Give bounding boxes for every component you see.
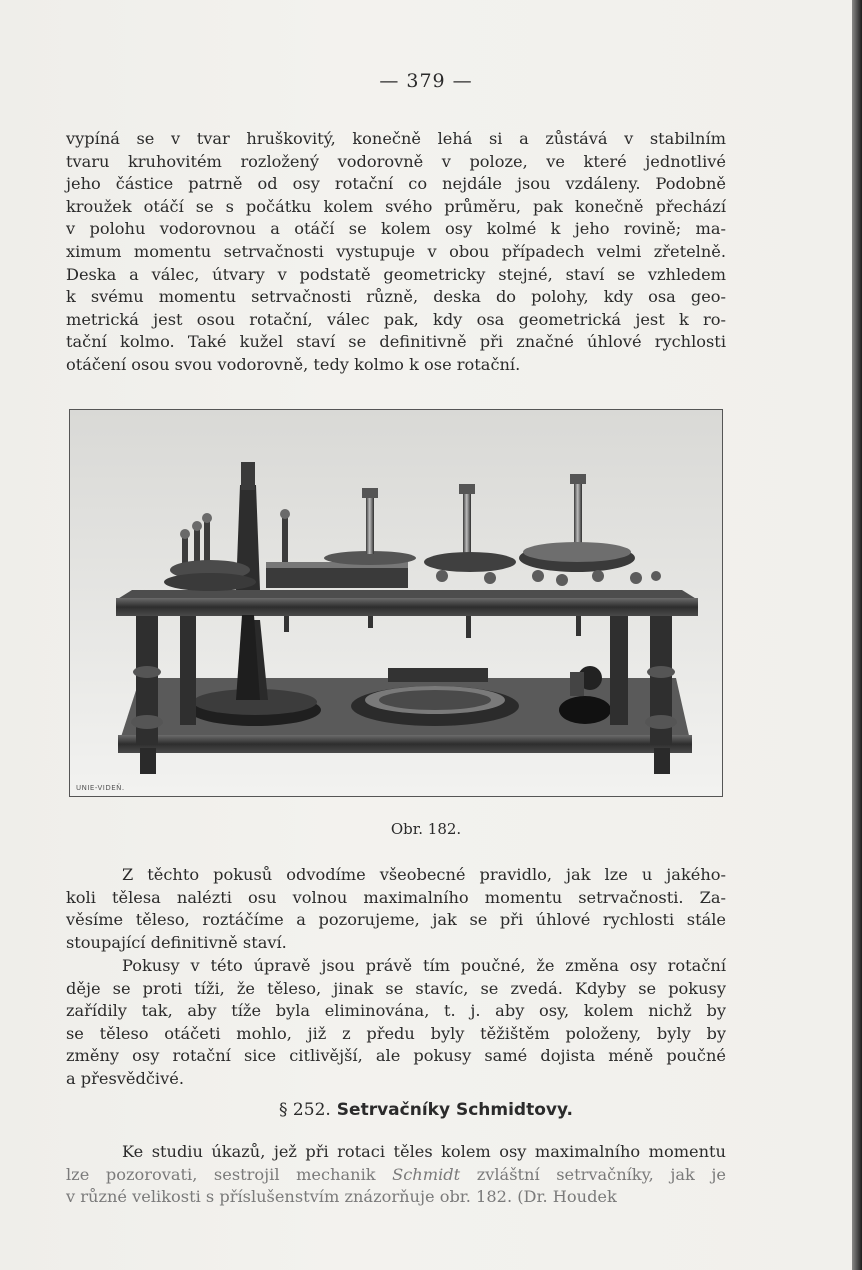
- photo-credit: UNIE-VIDEŇ.: [76, 784, 125, 792]
- text-line: změny osy rotační sice citlivější, ale pokusy samé dojista méně poučné: [66, 1046, 726, 1066]
- text-line: tační kolmo. Také kužel staví se definitivně při značné úhlové rychlosti: [66, 332, 726, 352]
- text-line: věsíme těleso, roztáčíme a pozorujeme, jak se při úhlové rychlosti stále: [66, 910, 726, 930]
- section-number: § 252.: [279, 1100, 331, 1120]
- text-line: v polohu vodorovnou a otáčí se kolem osy kolmé k jeho rovině; ma-: [66, 219, 726, 239]
- text-line: zařídily tak, aby tíže byla eliminována, t. j. aby osy, kolem nichž by: [66, 1001, 726, 1021]
- text-line: v různé velikosti s příslušenstvím znázorňuje obr. 182. (Dr. Houdek: [66, 1187, 617, 1207]
- figure-caption: Obr. 182.: [390, 820, 462, 838]
- text-line: Pokusy v této úpravě jsou právě tím poučné, že změna osy rotační: [122, 956, 726, 975]
- text-line: se těleso otáčeti mohlo, již z předu byly těžištěm položeny, byly by: [66, 1023, 726, 1043]
- text-line: vypíná se v tvar hruškovitý, konečně lehá si a zůstává v stabilním: [66, 129, 726, 148]
- text-line: jeho částice patrně od osy rotační co nejdále jsou vzdáleny. Podobně: [66, 174, 726, 194]
- page-number: — 379 —: [379, 70, 473, 92]
- text-line: Z těchto pokusů odvodíme všeobecné pravidlo, jak lze u jakého-: [122, 865, 726, 884]
- text-line: kroužek otáčí se s počátku kolem svého průměru, pak konečně přechází: [66, 196, 726, 216]
- text-line: otáčení osou svou vodorovně, tedy kolmo k ose rotační.: [66, 355, 521, 374]
- text-line: děje se proti tíži, že těleso, jinak se stavíc, se zvedá. Kdyby se pokusy: [66, 978, 726, 998]
- book-spine-shadow: [852, 0, 862, 1270]
- text-line: stoupající definitivně staví.: [66, 932, 287, 952]
- text-line: metrická jest osou rotační, válec pak, kdy osa geometrická jest k ro-: [66, 309, 726, 329]
- text-line: k svému momentu setrvačnosti různě, deska do polohy, kdy osa geo-: [66, 287, 726, 307]
- text-line: tvaru kruhovitém rozložený vodorovně v poloze, ve které jednotlivé: [66, 151, 726, 171]
- text-line: Deska a válec, útvary v podstatě geometricky stejné, staví se vzhledem: [66, 264, 726, 284]
- text-line: lze pozorovati, sestrojil mechanik Schmidt zvláštní setrvačníky, jak je: [66, 1164, 726, 1184]
- section-title: Setrvačníky Schmidtovy.: [336, 1100, 573, 1120]
- text-line: koli tělesa nalézti osu volnou maximalního momentu setrvačnosti. Za-: [66, 887, 726, 907]
- name-schmidt: Schmidt: [392, 1164, 461, 1184]
- section-heading: [0, 1100, 852, 1120]
- text-line: a přesvědčivé.: [66, 1069, 184, 1088]
- text-line: Ke studiu úkazů, jež při rotaci těles kolem osy maximalního momentu: [122, 1142, 726, 1161]
- gyroscope-apparatus-illustration: [70, 410, 722, 796]
- figure-182-photo: [69, 409, 723, 797]
- text-line: ximum momentu setrvačnosti vystupuje v obou případech velmi zřetelně.: [66, 242, 726, 261]
